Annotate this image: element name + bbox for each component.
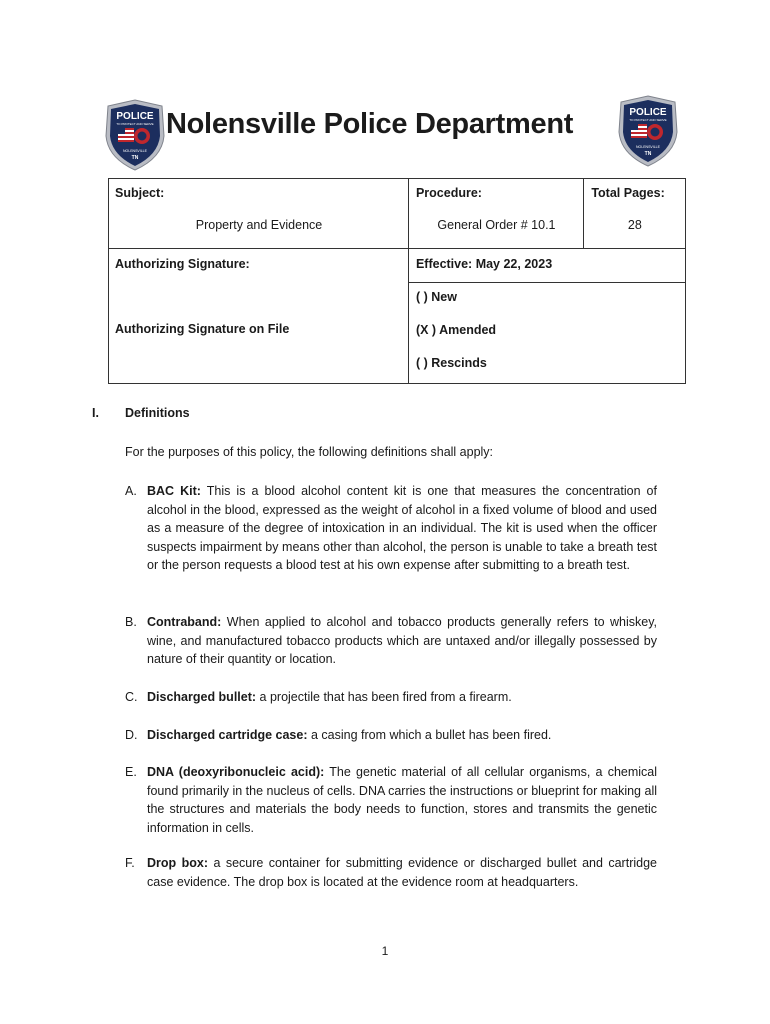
- badge-city-text: NOLENSVILLE: [636, 145, 660, 149]
- definition-letter: C.: [125, 690, 138, 704]
- authorizing-signature-value: Authorizing Signature on File: [115, 322, 290, 336]
- definition-letter: A.: [125, 484, 137, 498]
- total-pages-cell: [584, 179, 686, 249]
- total-pages-label: Total Pages:: [591, 186, 665, 200]
- option-rescinds: ( ) Rescinds: [415, 356, 487, 370]
- option-new: ( ) New: [415, 290, 457, 304]
- total-pages-value: 28: [627, 218, 642, 232]
- badge-city-text: NOLENSVILLE: [123, 149, 147, 153]
- procedure-cell: [408, 179, 583, 249]
- authorizing-signature-label: Authorizing Signature:: [115, 257, 250, 271]
- police-badge-left-icon: [104, 98, 166, 172]
- procedure-value: General Order # 10.1: [437, 218, 556, 232]
- page-number: 1: [381, 944, 389, 958]
- procedure-label: Procedure:: [415, 186, 482, 200]
- definition-term: Drop box:: [147, 856, 208, 870]
- definition-term: DNA (deoxyribonucleic acid):: [147, 765, 325, 779]
- definition-text: a projectile that has been fired from a firearm.: [259, 690, 512, 704]
- police-badge-right-icon: [617, 94, 679, 168]
- definition-letter: E.: [125, 765, 137, 779]
- definition-term: Discharged bullet:: [147, 690, 257, 704]
- definition-text: a secure container for submitting evidence or discharged bullet and cartridge case evidence. The drop box is located at the evidence room at headquarters.: [147, 856, 657, 889]
- definition-term: Discharged cartridge case:: [147, 728, 308, 742]
- badge-state-text: TN: [131, 155, 139, 161]
- definition-item: [125, 482, 657, 575]
- badge-top-text: POLICE: [629, 107, 667, 118]
- badge-top-text: POLICE: [116, 111, 154, 122]
- section-intro: For the purposes of this policy, the following definitions shall apply:: [125, 445, 494, 459]
- order-info-table: [108, 178, 686, 384]
- definition-term: BAC Kit:: [147, 484, 201, 498]
- badge-state-text: TN: [644, 151, 652, 157]
- definition-item: [125, 854, 657, 891]
- definition-letter: D.: [125, 728, 138, 742]
- definition-item: [125, 688, 657, 707]
- definition-text: This is a blood alcohol content kit is one that measures the concentration of alcohol in the blood, expressed as the weight of alcohol in a fixed volume of blood and used as a measure of the degree of intoxication in an individual. The kit is used when the officer suspects impairment by means other than alcohol, the person is unable to take a breath test or the person requests a blood test at his own expense after submitting to a breath test.: [147, 484, 657, 573]
- definition-text: a casing from which a bullet has been fired.: [310, 728, 552, 742]
- definition-text: When applied to alcohol and tobacco products generally refers to whiskey, wine, and manufactured tobacco products which are untaxed and/or illegally possessed by nature of their quantity or location.: [147, 615, 657, 667]
- subject-label: Subject:: [115, 186, 165, 200]
- definition-term: Contraband:: [147, 615, 222, 629]
- definition-item: [125, 613, 657, 669]
- page-title: Nolensville Police Department: [166, 108, 574, 140]
- status-options-cell: [408, 283, 685, 384]
- section-title: Definitions: [125, 406, 190, 420]
- badge-ribbon-text: TO PROTECT AND SERVE: [116, 122, 154, 126]
- definition-text: The genetic material of all cellular organisms, a chemical found primarily in the nucleus of cells. DNA carries the instructions or blueprint for making all the structures and materials the body needs to function, stores and transmits the genetic information in cells.: [147, 765, 658, 835]
- subject-value: Property and Evidence: [195, 218, 323, 232]
- effective-date-cell: [408, 249, 685, 283]
- subject-cell: [109, 179, 409, 249]
- effective-date: Effective: May 22, 2023: [415, 257, 553, 271]
- option-amended: (X ) Amended: [415, 323, 497, 337]
- definition-letter: B.: [125, 615, 137, 629]
- section-number: I.: [92, 406, 99, 420]
- authorizing-signature-cell: [109, 249, 409, 384]
- definition-item: [125, 763, 657, 837]
- badge-ribbon-text: TO PROTECT AND SERVE: [629, 118, 667, 122]
- definition-item: [125, 726, 657, 745]
- definition-letter: F.: [125, 856, 135, 870]
